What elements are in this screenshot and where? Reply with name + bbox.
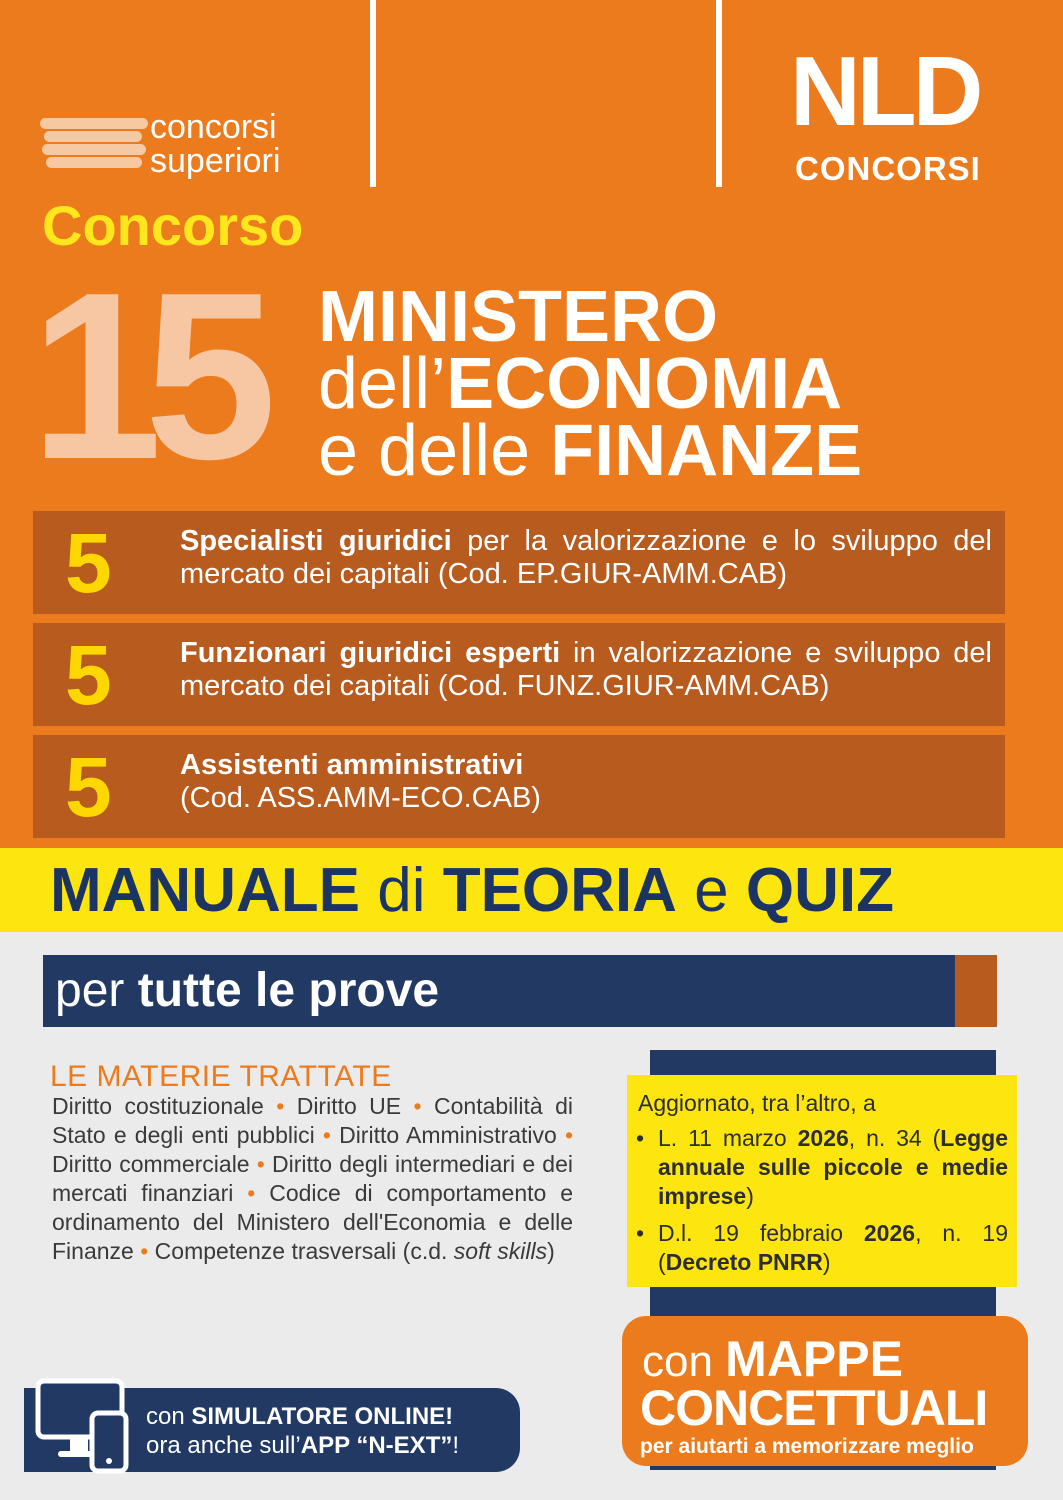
manuale-word-4: e [676, 856, 746, 925]
sim-bold: APP “N-EXT” [300, 1432, 453, 1459]
materie-item: Diritto commerciale [52, 1151, 250, 1177]
publisher-logo-line1: concorsi [150, 108, 277, 146]
brand-subtitle: CONCORSI [795, 150, 981, 187]
sim-end: ! [452, 1432, 460, 1459]
desktop-mobile-icon [34, 1377, 134, 1482]
materie-list [52, 1092, 573, 1266]
bullet-separator: • [401, 1093, 434, 1119]
aggiornato-item [636, 1124, 1008, 1211]
heading-economia-light: dell’ [318, 344, 447, 424]
bullet-separator: • [233, 1180, 270, 1206]
divider-line-left [370, 0, 376, 187]
materie-item-italic: soft skills [453, 1238, 548, 1264]
manuale-title [50, 856, 894, 926]
post-title: Assistenti amministrativi [180, 749, 524, 781]
materie-item: Diritto UE [296, 1093, 402, 1119]
materie-item: Codice di comportamento e ordinamento del Ministero dell'Economia e delle Finanze [52, 1180, 573, 1264]
mappe-word: MAPPE [725, 1331, 903, 1387]
post-description [180, 525, 992, 591]
manuale-word-2: di [359, 856, 443, 925]
manuale-word-1: MANUALE [50, 856, 360, 925]
law-name: Legge annuale sulle piccole e medie imprese [658, 1125, 1009, 1209]
sim-bold: SIMULATORE ONLINE! [191, 1403, 454, 1430]
heading-concorso: Concorso [42, 194, 304, 257]
bullet-separator: • [314, 1122, 340, 1148]
post-detail: in valorizzazione e sviluppo del mercato dei capitali (Cod. FUNZ.GIUR-AMM.CAB) [180, 637, 992, 702]
law-year: 2026 [863, 1220, 916, 1246]
post-description [180, 637, 992, 703]
heading-economia [318, 344, 843, 424]
prove-title [55, 963, 439, 1019]
law-name: Decreto PNRR [665, 1249, 823, 1275]
materie-item: Diritto degli intermediari e dei mercati finanziari [52, 1151, 573, 1206]
materie-item: Competenze trasversali (c.d. [154, 1238, 454, 1264]
heading-finanze [318, 411, 863, 491]
simulatore-line2 [146, 1431, 459, 1460]
aggiornato-item [636, 1219, 1008, 1277]
law-text: D.l. 19 febbraio [658, 1220, 864, 1246]
law-text: , n. 34 ( [848, 1125, 941, 1151]
post-count: 5 [65, 740, 112, 834]
materie-item: Diritto Amministrativo [339, 1122, 557, 1148]
law-text: ) [746, 1183, 754, 1209]
law-text: , n. 19 ( [658, 1220, 1009, 1275]
mappe-con: con [642, 1337, 726, 1386]
post-title: Funzionari giuridici esperti [180, 637, 561, 669]
publisher-logo-text [150, 110, 280, 178]
manuale-word-5: QUIZ [745, 856, 894, 925]
prove-bold: tutte le prove [137, 964, 440, 1017]
brand-mark: NLD [790, 36, 980, 146]
book-stack-icon [40, 118, 150, 178]
law-text: ) [822, 1249, 831, 1275]
heading-economia-bold: ECONOMIA [446, 344, 843, 424]
sim-light: con [146, 1403, 192, 1430]
post-detail: (Cod. ASS.AMM-ECO.CAB) [180, 782, 541, 814]
prove-light: per [55, 964, 138, 1017]
materie-item: Diritto costituzionale [52, 1093, 264, 1119]
post-title: Specialisti giuridici [180, 525, 452, 557]
bullet-separator: • [263, 1093, 297, 1119]
materie-item: Contabilità di Stato e degli enti pubblici [52, 1093, 573, 1148]
aggiornato-list [636, 1124, 1008, 1285]
heading-finanze-bold: FINANZE [550, 411, 863, 491]
post-count: 5 [65, 628, 112, 722]
law-text: L. 11 marzo [658, 1125, 798, 1151]
materie-title: LE MATERIE TRATTATE [50, 1060, 392, 1093]
law-year: 2026 [797, 1125, 849, 1151]
materie-item-close: ) [547, 1238, 555, 1264]
bullet-separator: • [133, 1238, 155, 1264]
heading-number: 15 [30, 244, 259, 509]
simulatore-line1 [146, 1402, 459, 1431]
post-row [33, 735, 1005, 838]
mappe-line2: CONCETTUALI [640, 1380, 988, 1436]
publisher-logo-line2: superiori [150, 142, 281, 180]
post-detail: per la valorizzazione e lo sviluppo del mercato dei capitali (Cod. EP.GIUR-AMM.CAB) [180, 525, 992, 590]
aggiornato-title: Aggiornato, tra l’altro, a [638, 1090, 876, 1116]
bullet-separator: • [249, 1151, 273, 1177]
mappe-subtitle: per aiutarti a memorizzare meglio [640, 1435, 974, 1458]
mappe-line1 [642, 1331, 903, 1387]
heading-finanze-light: e delle [318, 411, 551, 491]
post-description [180, 749, 992, 815]
bullet-separator: • [556, 1122, 574, 1148]
manuale-word-3: TEORIA [442, 856, 677, 925]
sim-light: ora anche sull’ [146, 1432, 301, 1459]
post-count: 5 [65, 516, 112, 610]
post-row [33, 623, 1005, 726]
simulatore-text [146, 1402, 459, 1460]
post-row [33, 511, 1005, 614]
heading-ministero: MINISTERO [318, 277, 719, 357]
divider-line-right [716, 0, 722, 187]
